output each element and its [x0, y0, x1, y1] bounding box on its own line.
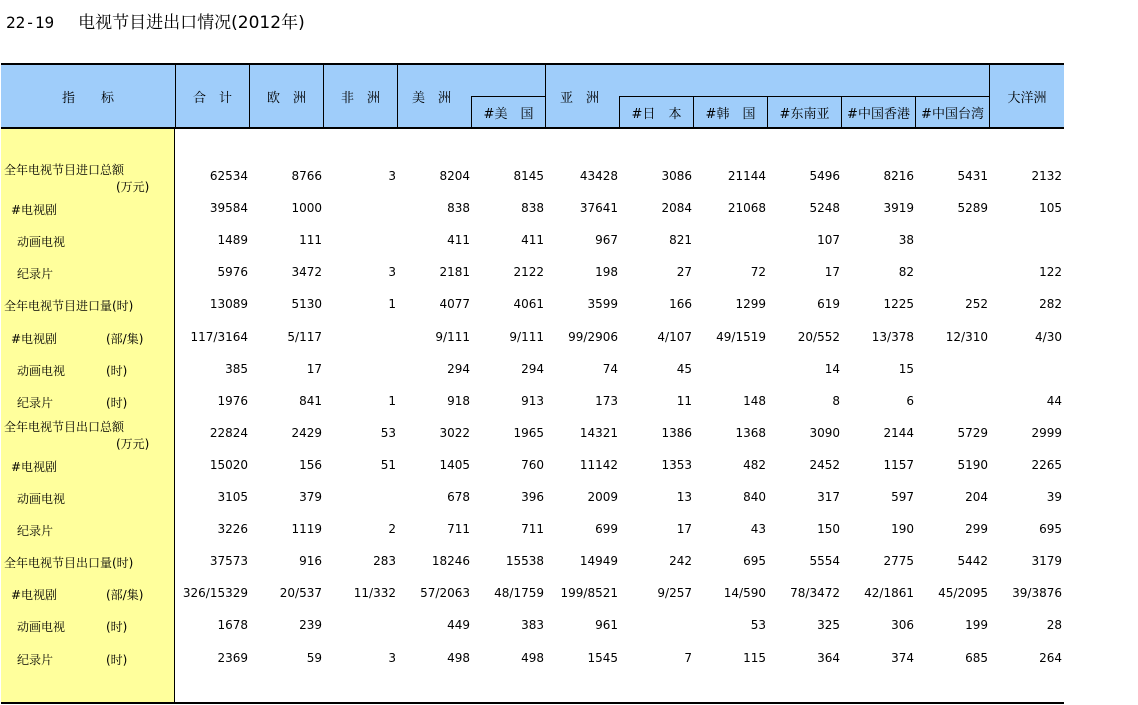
table-row: [1, 481, 1064, 513]
table-cell: 482: [743, 457, 766, 472]
table-cell: 1545: [587, 650, 618, 665]
table-cell: 379: [299, 490, 322, 504]
table-cell: 15020: [209, 457, 248, 472]
table-cell: 326/15329: [182, 586, 248, 601]
table-cell: 1299: [735, 297, 766, 312]
table-cell: 3472: [291, 265, 322, 280]
table-cell: 840: [743, 490, 766, 504]
row-unit: (万元): [116, 436, 150, 451]
table-row: [1, 577, 1064, 609]
table-cell: 239: [299, 618, 322, 633]
table-cell: 918: [447, 393, 470, 408]
table-cell: 1225: [883, 297, 914, 312]
table-cell: 5289: [957, 201, 988, 216]
row-label: 纪录片: [17, 395, 54, 410]
table-cell: 695: [1039, 522, 1062, 537]
table-cell: 27: [676, 265, 692, 280]
table-cell: 961: [595, 618, 618, 633]
header-asia: 亚 洲: [560, 90, 600, 106]
row-unit: (时): [106, 652, 128, 667]
table-bottom-rule: [1, 702, 1064, 704]
table-cell: 1353: [661, 457, 692, 472]
table-cell: 148: [743, 393, 766, 408]
table-cell: 48/1759: [494, 586, 544, 601]
table-row: [1, 449, 1064, 481]
table-cell: 4061: [513, 297, 544, 312]
table-row: [1, 513, 1064, 545]
table-cell: 9/257: [657, 586, 692, 601]
table-cell: 1119: [291, 522, 322, 537]
table-cell: 2: [388, 522, 396, 537]
table-cell: 498: [447, 650, 470, 665]
table-cell: 252: [965, 297, 988, 312]
table-cell: 6: [906, 393, 914, 408]
table-cell: 5976: [217, 265, 248, 280]
table-cell: 173: [595, 393, 618, 408]
row-label: 纪录片: [17, 652, 54, 667]
table-cell: 4/30: [1035, 329, 1062, 344]
table-cell: 4/107: [657, 329, 692, 344]
table-cell: 43428: [579, 169, 618, 183]
table-cell: 9/111: [435, 329, 470, 344]
table-cell: 2144: [883, 425, 914, 440]
table-row: [1, 192, 1064, 224]
table-cell: 37641: [579, 201, 618, 216]
table-cell: 199/8521: [560, 586, 618, 601]
table-cell: 111: [299, 233, 322, 248]
row-unit: (时): [106, 395, 128, 410]
table-cell: 166: [669, 297, 692, 312]
table-cell: 3: [388, 265, 396, 280]
row-label: 全年电视节目出口量(时): [4, 556, 134, 571]
table-cell: 49/1519: [716, 329, 766, 344]
table-cell: 43: [750, 522, 766, 537]
table-cell: 115: [743, 650, 766, 665]
header-africa: 非 洲: [340, 90, 380, 106]
table-cell: 317: [817, 490, 840, 504]
table-cell: 17: [306, 361, 322, 376]
table-cell: 13: [676, 490, 692, 504]
table-cell: 5130: [291, 297, 322, 312]
table-cell: 8216: [883, 169, 914, 183]
table-cell: 39584: [209, 201, 248, 216]
row-label: #电视剧: [11, 331, 58, 346]
table-cell: 28: [1046, 618, 1062, 633]
row-label: 动画电视: [17, 363, 66, 378]
table-cell: 2999: [1031, 425, 1062, 440]
table-cell: 51: [380, 457, 396, 472]
table-cell: 2181: [439, 265, 470, 280]
row-label: #电视剧: [11, 588, 58, 603]
table-cell: 3105: [217, 490, 248, 504]
table-cell: 8: [832, 393, 840, 408]
table-cell: 190: [891, 522, 914, 537]
table-cell: 5190: [957, 457, 988, 472]
table-cell: 2775: [883, 554, 914, 569]
table-cell: 1: [388, 297, 396, 312]
table-cell: 1976: [217, 393, 248, 408]
table-cell: 82: [898, 265, 914, 280]
table-cell: 99/2906: [568, 329, 618, 344]
header-southeast-asia: #东南亚: [779, 106, 830, 122]
table-cell: 15538: [505, 554, 544, 569]
table-cell: 2084: [661, 201, 692, 216]
table-cell: 199: [965, 618, 988, 633]
table-cell: 9/111: [509, 329, 544, 344]
table-cell: 1157: [883, 457, 914, 472]
row-unit: (时): [106, 620, 128, 635]
table-cell: 5248: [809, 201, 840, 216]
table-cell: 5442: [957, 554, 988, 569]
table-cell: 14: [824, 361, 840, 376]
table-title: 电视节目进出口情况(2012年): [78, 13, 305, 33]
table-cell: 838: [521, 201, 544, 216]
table-cell: 57/2063: [420, 586, 470, 601]
table-cell: 264: [1039, 650, 1062, 665]
table-cell: 1489: [217, 233, 248, 248]
row-unit: (部/集): [106, 588, 144, 603]
table-cell: 841: [299, 393, 322, 408]
table-cell: 1000: [291, 201, 322, 216]
table-cell: 62534: [209, 169, 248, 183]
table-cell: 53: [750, 618, 766, 633]
table-cell: 699: [595, 522, 618, 537]
table-cell: 5729: [957, 425, 988, 440]
table-cell: 8204: [439, 169, 470, 183]
table-cell: 5/117: [287, 329, 322, 344]
table-cell: 14/590: [723, 586, 766, 601]
table-cell: 2009: [587, 490, 618, 504]
table-row: [1, 642, 1064, 674]
table-cell: 37573: [209, 554, 248, 569]
row-label: 纪录片: [17, 267, 54, 282]
table-cell: 5431: [957, 169, 988, 183]
table-cell: 122: [1039, 265, 1062, 280]
table-cell: 74: [602, 361, 618, 376]
table-cell: 59: [306, 650, 322, 665]
header-korea: #韩 国: [705, 106, 756, 122]
table-cell: 12/310: [945, 329, 988, 344]
table-cell: 11142: [579, 457, 618, 472]
table-cell: 3226: [217, 522, 248, 537]
table-row: [1, 385, 1064, 417]
table-cell: 411: [447, 233, 470, 248]
table-cell: 17: [676, 522, 692, 537]
table-cell: 242: [669, 554, 692, 569]
table-cell: 107: [817, 233, 840, 248]
table-cell: 39: [1046, 490, 1062, 504]
table-cell: 3090: [809, 425, 840, 440]
row-label: #电视剧: [11, 203, 58, 218]
table-cell: 105: [1039, 201, 1062, 216]
table-cell: 1405: [439, 457, 470, 472]
table-cell: 3086: [661, 169, 692, 183]
table-cell: 2132: [1031, 169, 1062, 183]
table-header: [1, 63, 1064, 129]
table-cell: 449: [447, 618, 470, 633]
table-cell: 53: [380, 425, 396, 440]
table-cell: 1678: [217, 618, 248, 633]
table-cell: 18246: [431, 554, 470, 569]
table-row: [1, 288, 1064, 320]
row-unit: (万元): [116, 180, 150, 194]
table-cell: 8766: [291, 169, 322, 183]
table-cell: 3: [388, 650, 396, 665]
row-label: 动画电视: [17, 492, 66, 506]
table-cell: 3179: [1031, 554, 1062, 569]
header-hong-kong: #中国香港: [847, 106, 910, 122]
table-cell: 14321: [579, 425, 618, 440]
row-label: 动画电视: [17, 620, 66, 635]
table-cell: 2122: [513, 265, 544, 280]
table-cell: 3919: [883, 201, 914, 216]
table-cell: 8145: [513, 169, 544, 183]
row-unit: (部/集): [106, 331, 144, 346]
table-cell: 838: [447, 201, 470, 216]
table-row: [1, 224, 1064, 256]
table-cell: 685: [965, 650, 988, 665]
table-cell: 204: [965, 490, 988, 504]
header-indicator: 指 标: [61, 90, 114, 106]
table-cell: 42/1861: [864, 586, 914, 601]
table-cell: 913: [521, 393, 544, 408]
table-row: [1, 545, 1064, 577]
table-cell: 916: [299, 554, 322, 569]
table-row: [1, 160, 1064, 192]
row-unit: (时): [106, 363, 128, 378]
table-cell: 39/3876: [1012, 586, 1062, 601]
header-europe: 欧 洲: [266, 90, 306, 106]
table-cell: 711: [447, 522, 470, 537]
table-row: [1, 609, 1064, 641]
table-cell: 38: [898, 233, 914, 248]
row-label: 全年电视节目出口总额: [4, 419, 125, 434]
table-cell: 5496: [809, 169, 840, 183]
table-cell: 17: [824, 265, 840, 280]
header-oceania: 大洋洲: [1007, 90, 1047, 106]
table-cell: 711: [521, 522, 544, 537]
table-cell: 619: [817, 297, 840, 312]
table-cell: 396: [521, 490, 544, 504]
header-usa: #美 国: [483, 106, 534, 122]
table-cell: 1: [388, 393, 396, 408]
table-cell: 21068: [727, 201, 766, 216]
row-label: 动画电视: [17, 235, 66, 250]
table-cell: 299: [965, 522, 988, 537]
header-total: 合 计: [192, 90, 232, 106]
table-cell: 967: [595, 233, 618, 248]
table-cell: 11: [676, 393, 692, 408]
table-cell: 282: [1039, 297, 1062, 312]
table-cell: 678: [447, 490, 470, 504]
table-cell: 695: [743, 554, 766, 569]
table-cell: 72: [750, 265, 766, 280]
row-label: 全年电视节目进口总额: [4, 163, 125, 177]
table-cell: 3022: [439, 425, 470, 440]
table-row: [1, 417, 1064, 449]
table-cell: 294: [521, 361, 544, 376]
table-cell: 3599: [587, 297, 618, 312]
table-cell: 2369: [217, 650, 248, 665]
table-row: [1, 321, 1064, 353]
header-america: 美 洲: [412, 90, 452, 106]
table-cell: 4077: [439, 297, 470, 312]
table-cell: 1965: [513, 425, 544, 440]
table-cell: 45/2095: [938, 586, 988, 601]
table-cell: 306: [891, 618, 914, 633]
table-cell: 2452: [809, 457, 840, 472]
table-cell: 294: [447, 361, 470, 376]
table-cell: 20/537: [279, 586, 322, 601]
table-cell: 44: [1046, 393, 1062, 408]
table-number: 22-19: [6, 13, 55, 32]
table-row: [1, 256, 1064, 288]
table-cell: 5554: [809, 554, 840, 569]
table-cell: 45: [676, 361, 692, 376]
table-cell: 7: [684, 650, 692, 665]
table-cell: 411: [521, 233, 544, 248]
row-label: #电视剧: [11, 459, 58, 474]
table-cell: 15: [898, 361, 914, 376]
table-cell: 1386: [661, 425, 692, 440]
table-cell: 2265: [1031, 457, 1062, 472]
table-cell: 821: [669, 233, 692, 248]
table-row: [1, 353, 1064, 385]
table-cell: 325: [817, 618, 840, 633]
table-cell: 383: [521, 618, 544, 633]
table-cell: 385: [225, 361, 248, 376]
table-cell: 78/3472: [790, 586, 840, 601]
table-cell: 117/3164: [190, 329, 248, 344]
table-cell: 283: [373, 554, 396, 569]
table-cell: 20/552: [797, 329, 840, 344]
table-cell: 597: [891, 490, 914, 504]
table-cell: 13/378: [871, 329, 914, 344]
row-label: 全年电视节目进口量(时): [4, 299, 134, 314]
table-cell: 198: [595, 265, 618, 280]
row-label: 纪录片: [17, 524, 54, 539]
header-taiwan: #中国台湾: [921, 106, 984, 122]
page-title: [6, 8, 305, 33]
table-cell: 364: [817, 650, 840, 665]
table-cell: 156: [299, 457, 322, 472]
table-cell: 22824: [209, 425, 248, 440]
table-cell: 21144: [727, 169, 766, 183]
table-cell: 1368: [735, 425, 766, 440]
table-cell: 13089: [209, 297, 248, 312]
header-japan: #日 本: [631, 106, 682, 122]
table-cell: 2429: [291, 425, 322, 440]
table-cell: 498: [521, 650, 544, 665]
table-cell: 150: [817, 522, 840, 537]
table-cell: 14949: [579, 554, 618, 569]
table-cell: 3: [388, 169, 396, 183]
table-cell: 760: [521, 457, 544, 472]
table-cell: 11/332: [353, 586, 396, 601]
table-cell: 374: [891, 650, 914, 665]
